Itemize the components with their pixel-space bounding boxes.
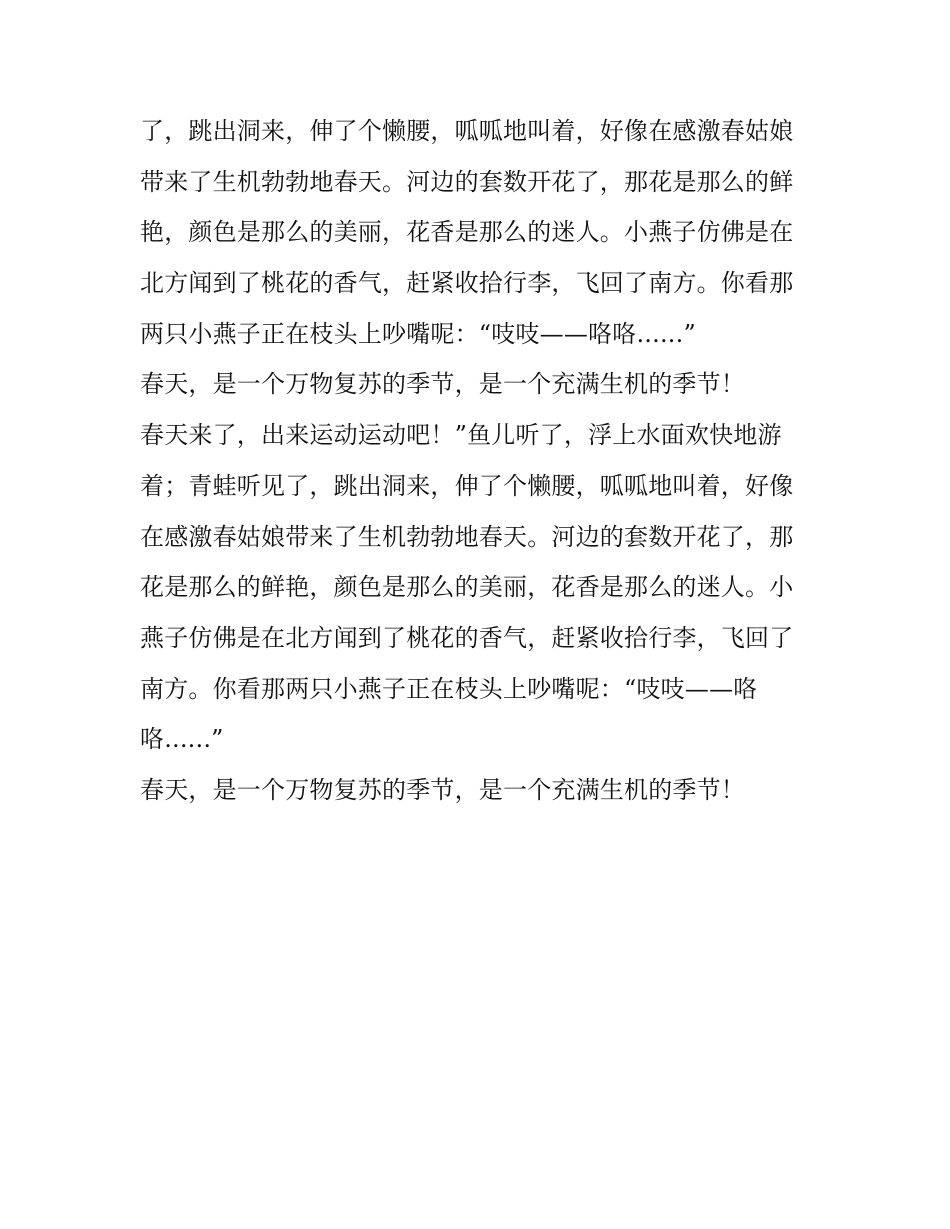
text-line: 艳，颜色是那么的美丽，花香是那么的迷人。小燕子仿佛是在: [140, 218, 794, 247]
text-line: 北方闻到了桃花的香气，赶紧收拾行李，飞回了南方。你看那: [140, 269, 794, 298]
text-line: 着；青蛙听见了，跳出洞来，伸了个懒腰，呱呱地叫着，好像: [140, 471, 794, 500]
text-line: 春天来了，出来运动运动吧！”鱼儿听了，浮上水面欢快地游: [140, 421, 782, 450]
text-line: 带来了生机勃勃地春天。河边的套数开花了，那花是那么的鲜: [140, 167, 794, 196]
text-line: 燕子仿佛是在北方闻到了桃花的香气，赶紧收拾行李，飞回了: [140, 623, 794, 652]
text-line: 春天，是一个万物复苏的季节，是一个充满生机的季节！: [140, 775, 745, 804]
text-line: 了，跳出洞来，伸了个懒腰，呱呱地叫着，好像在感激春姑娘: [140, 117, 794, 145]
text-line: 在感激春姑娘带来了生机勃勃地春天。河边的套数开花了，那: [140, 522, 794, 551]
document-body: [140, 106, 820, 816]
text-line: 两只小燕子正在枝头上吵嘴呢：“吱吱——咯咯......”: [140, 319, 696, 348]
text-line: 花是那么的鲜艳，颜色是那么的美丽，花香是那么的迷人。小: [140, 573, 794, 602]
text-line: 咯......”: [140, 725, 224, 754]
text-line: 春天，是一个万物复苏的季节，是一个充满生机的季节！: [140, 370, 745, 399]
text-line: 南方。你看那两只小燕子正在枝头上吵嘴呢：“吱吱——咯: [140, 674, 758, 703]
